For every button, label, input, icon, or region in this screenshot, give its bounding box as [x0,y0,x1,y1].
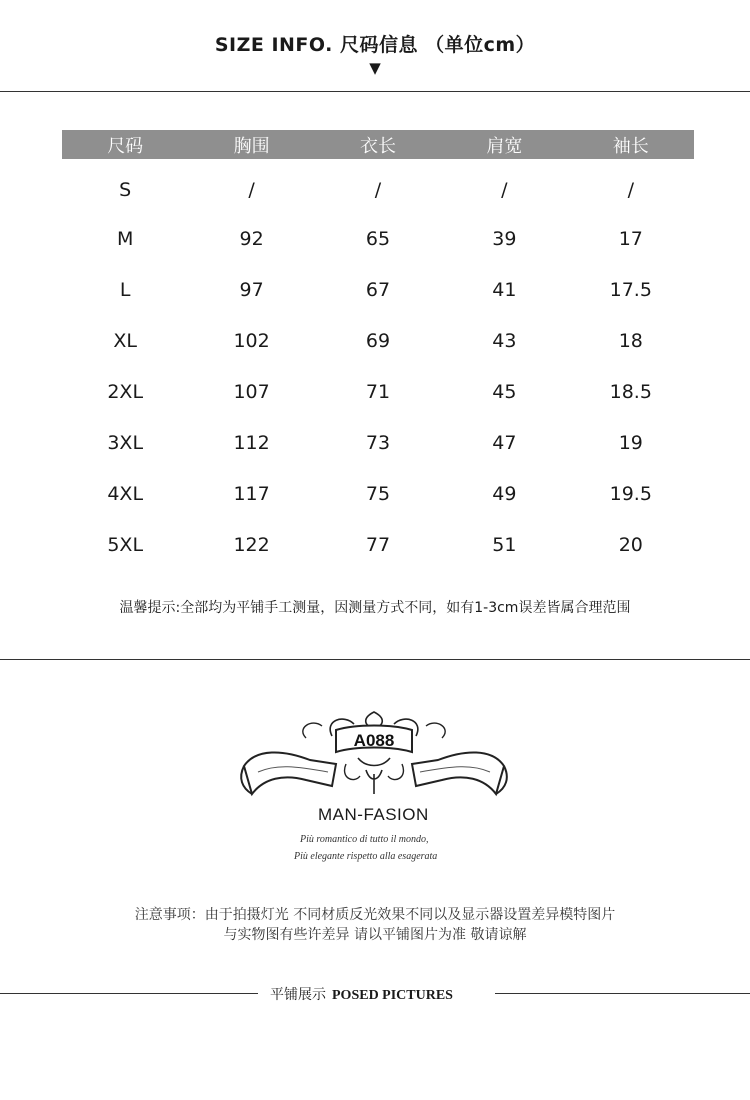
table-cell: / [627,179,634,201]
page-title: SIZE INFO. 尺码信息 （单位cm） [214,34,536,56]
table-cell: 107 [233,380,270,403]
table-cell: 41 [492,278,517,301]
table-cell: 3XL [107,431,144,454]
column-header: 袖长 [568,130,694,159]
table-cell: 19.5 [609,482,652,505]
column-header: 衣长 [315,130,441,159]
divider [0,91,750,92]
table-cell: 18 [618,329,643,352]
table-cell: 4XL [107,482,144,505]
table-cell: 43 [492,329,517,352]
table-cell: 2XL [107,380,144,403]
table-cell: 17.5 [609,278,652,301]
section-heading-cn: 平铺展示 [270,987,326,1003]
table-cell: 102 [233,329,270,352]
table-cell: 122 [233,533,270,556]
table-cell: 73 [365,431,391,454]
table-cell: 71 [365,380,391,403]
column-header: 胸围 [188,130,314,159]
table-cell: XL [113,329,137,352]
table-row [62,519,694,570]
table-cell: 65 [365,227,391,250]
down-arrow-icon: ▼ [369,59,381,77]
table-cell: 51 [492,533,517,556]
table-cell: 17 [618,227,643,250]
table-cell: M [116,227,134,250]
divider [0,659,750,660]
divider [495,993,750,994]
size-table [62,130,694,570]
table-row [62,213,694,264]
table-cell: 39 [492,227,517,250]
table-row [62,468,694,519]
table-row [62,315,694,366]
brand-tagline: Più elegante rispetto alla esagerata [294,851,438,862]
caution-text: 注意事项：由于拍摄灯光 不同材质反光效果不同以及显示器设置差异模特图片 [134,907,616,923]
table-cell: 69 [365,329,391,352]
measurement-note: 温馨提示:全部均为平铺手工测量，因测量方式不同，如有1-3cm误差皆属合理范围 [119,600,631,616]
table-row [62,159,694,213]
divider [0,993,258,994]
table-cell: S [119,179,132,201]
table-cell: 67 [365,278,391,301]
brand-tagline: Più romantico di tutto il mondo, [300,834,429,845]
table-cell: / [501,179,508,201]
column-header: 尺码 [62,130,188,159]
table-cell: 112 [233,431,270,454]
table-cell: 77 [365,533,391,556]
brand-name: MAN-FASION [318,805,429,824]
table-row [62,417,694,468]
table-cell: 19 [618,431,643,454]
table-cell: / [248,179,255,201]
section-heading [270,984,453,1004]
table-cell: 49 [492,482,517,505]
table-cell: 45 [492,380,517,403]
table-cell: 75 [365,482,391,505]
table-cell: L [119,278,131,301]
caution-text: 与实物图有些许差异 请以平铺图片为准 敬请谅解 [223,927,527,943]
table-header-row [62,130,694,159]
table-cell: 20 [618,533,643,556]
table-cell: 47 [492,431,517,454]
table-cell: 97 [239,278,264,301]
table-row [62,366,694,417]
column-header: 肩宽 [441,130,567,159]
table-cell: / [374,179,382,201]
table-cell: 117 [233,482,270,505]
brand-emblem [236,708,512,804]
section-heading-en: POSED PICTURES [332,988,453,1003]
product-code: A088 [353,731,395,750]
table-row [62,264,694,315]
table-cell: 5XL [107,533,144,556]
table-cell: 92 [239,227,264,250]
table-cell: 18.5 [609,380,652,403]
